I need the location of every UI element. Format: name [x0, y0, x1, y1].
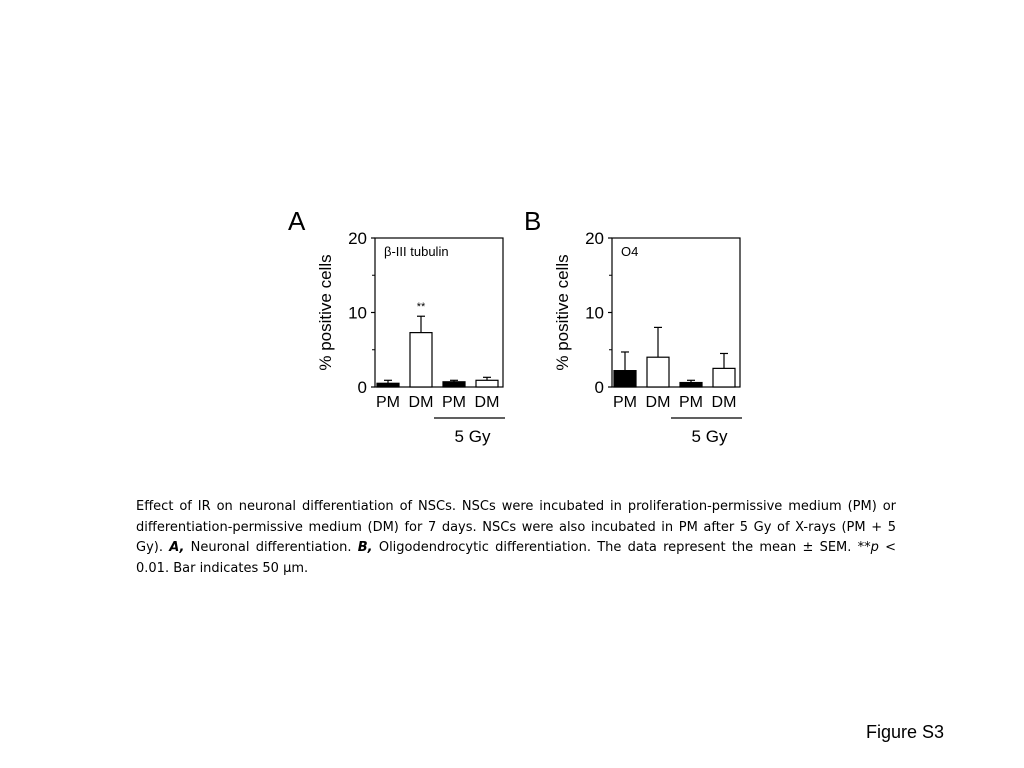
group-label: 5 Gy — [454, 427, 491, 446]
chart-title: β-III tubulin — [384, 244, 449, 259]
plot-frame — [612, 238, 740, 387]
y-tick-label: 20 — [348, 229, 367, 248]
figure-label: Figure S3 — [866, 722, 945, 742]
x-tick-label: DM — [474, 394, 500, 411]
caption-p-symbol: p — [870, 540, 879, 555]
bar — [377, 383, 399, 387]
x-tick-label: DM — [645, 394, 671, 411]
y-axis-label: % positive cells — [553, 254, 572, 371]
x-tick-label: PM — [613, 394, 637, 411]
caption-text-a: Neuronal differentiation. — [184, 540, 358, 555]
bar — [713, 368, 735, 387]
chart-title: O4 — [621, 244, 639, 259]
caption-label-b: B, — [357, 540, 373, 555]
x-tick-label: PM — [679, 394, 703, 411]
y-tick-label: 20 — [585, 229, 604, 248]
y-axis-label: % positive cells — [316, 254, 335, 371]
x-tick-label: PM — [376, 394, 400, 411]
caption-text-b: Oligodendrocytic differentiation. The data represent the mean ± SEM. ** — [372, 540, 871, 555]
panel-label-a: A — [288, 206, 306, 236]
bar — [476, 380, 498, 387]
y-tick-label: 0 — [594, 378, 604, 397]
bar — [647, 357, 669, 387]
x-tick-label: PM — [442, 394, 466, 411]
caption-label-a: A, — [169, 540, 185, 555]
caption-text-p: < 0.01. Bar indicates 50 µm. — [136, 540, 897, 576]
panel-label-b: B — [524, 206, 542, 236]
figure-caption — [136, 497, 896, 579]
x-tick-label: DM — [408, 394, 434, 411]
caption-text-intro: Effect of IR on neuronal differentiation of NSCs. NSCs were incubated in proliferation-permissive medium (PM) or differentiation-permissive medium (DM) for 7 days. NSCs were also incubated in PM after 5 Gy of X-rays (PM + 5 Gy). — [136, 499, 896, 555]
bar — [614, 371, 636, 387]
bar — [680, 383, 702, 387]
x-tick-label: DM — [711, 394, 737, 411]
chart-a-beta-iii-tubulin — [300, 215, 540, 465]
bar — [443, 382, 465, 387]
bar — [410, 333, 432, 387]
y-tick-label: 10 — [585, 303, 604, 323]
significance-marker: ** — [416, 301, 426, 314]
y-tick-label: 10 — [348, 303, 367, 323]
y-tick-label: 0 — [357, 378, 367, 397]
group-label: 5 Gy — [691, 427, 728, 446]
plot-frame — [375, 238, 503, 387]
chart-b-o4 — [537, 215, 777, 465]
